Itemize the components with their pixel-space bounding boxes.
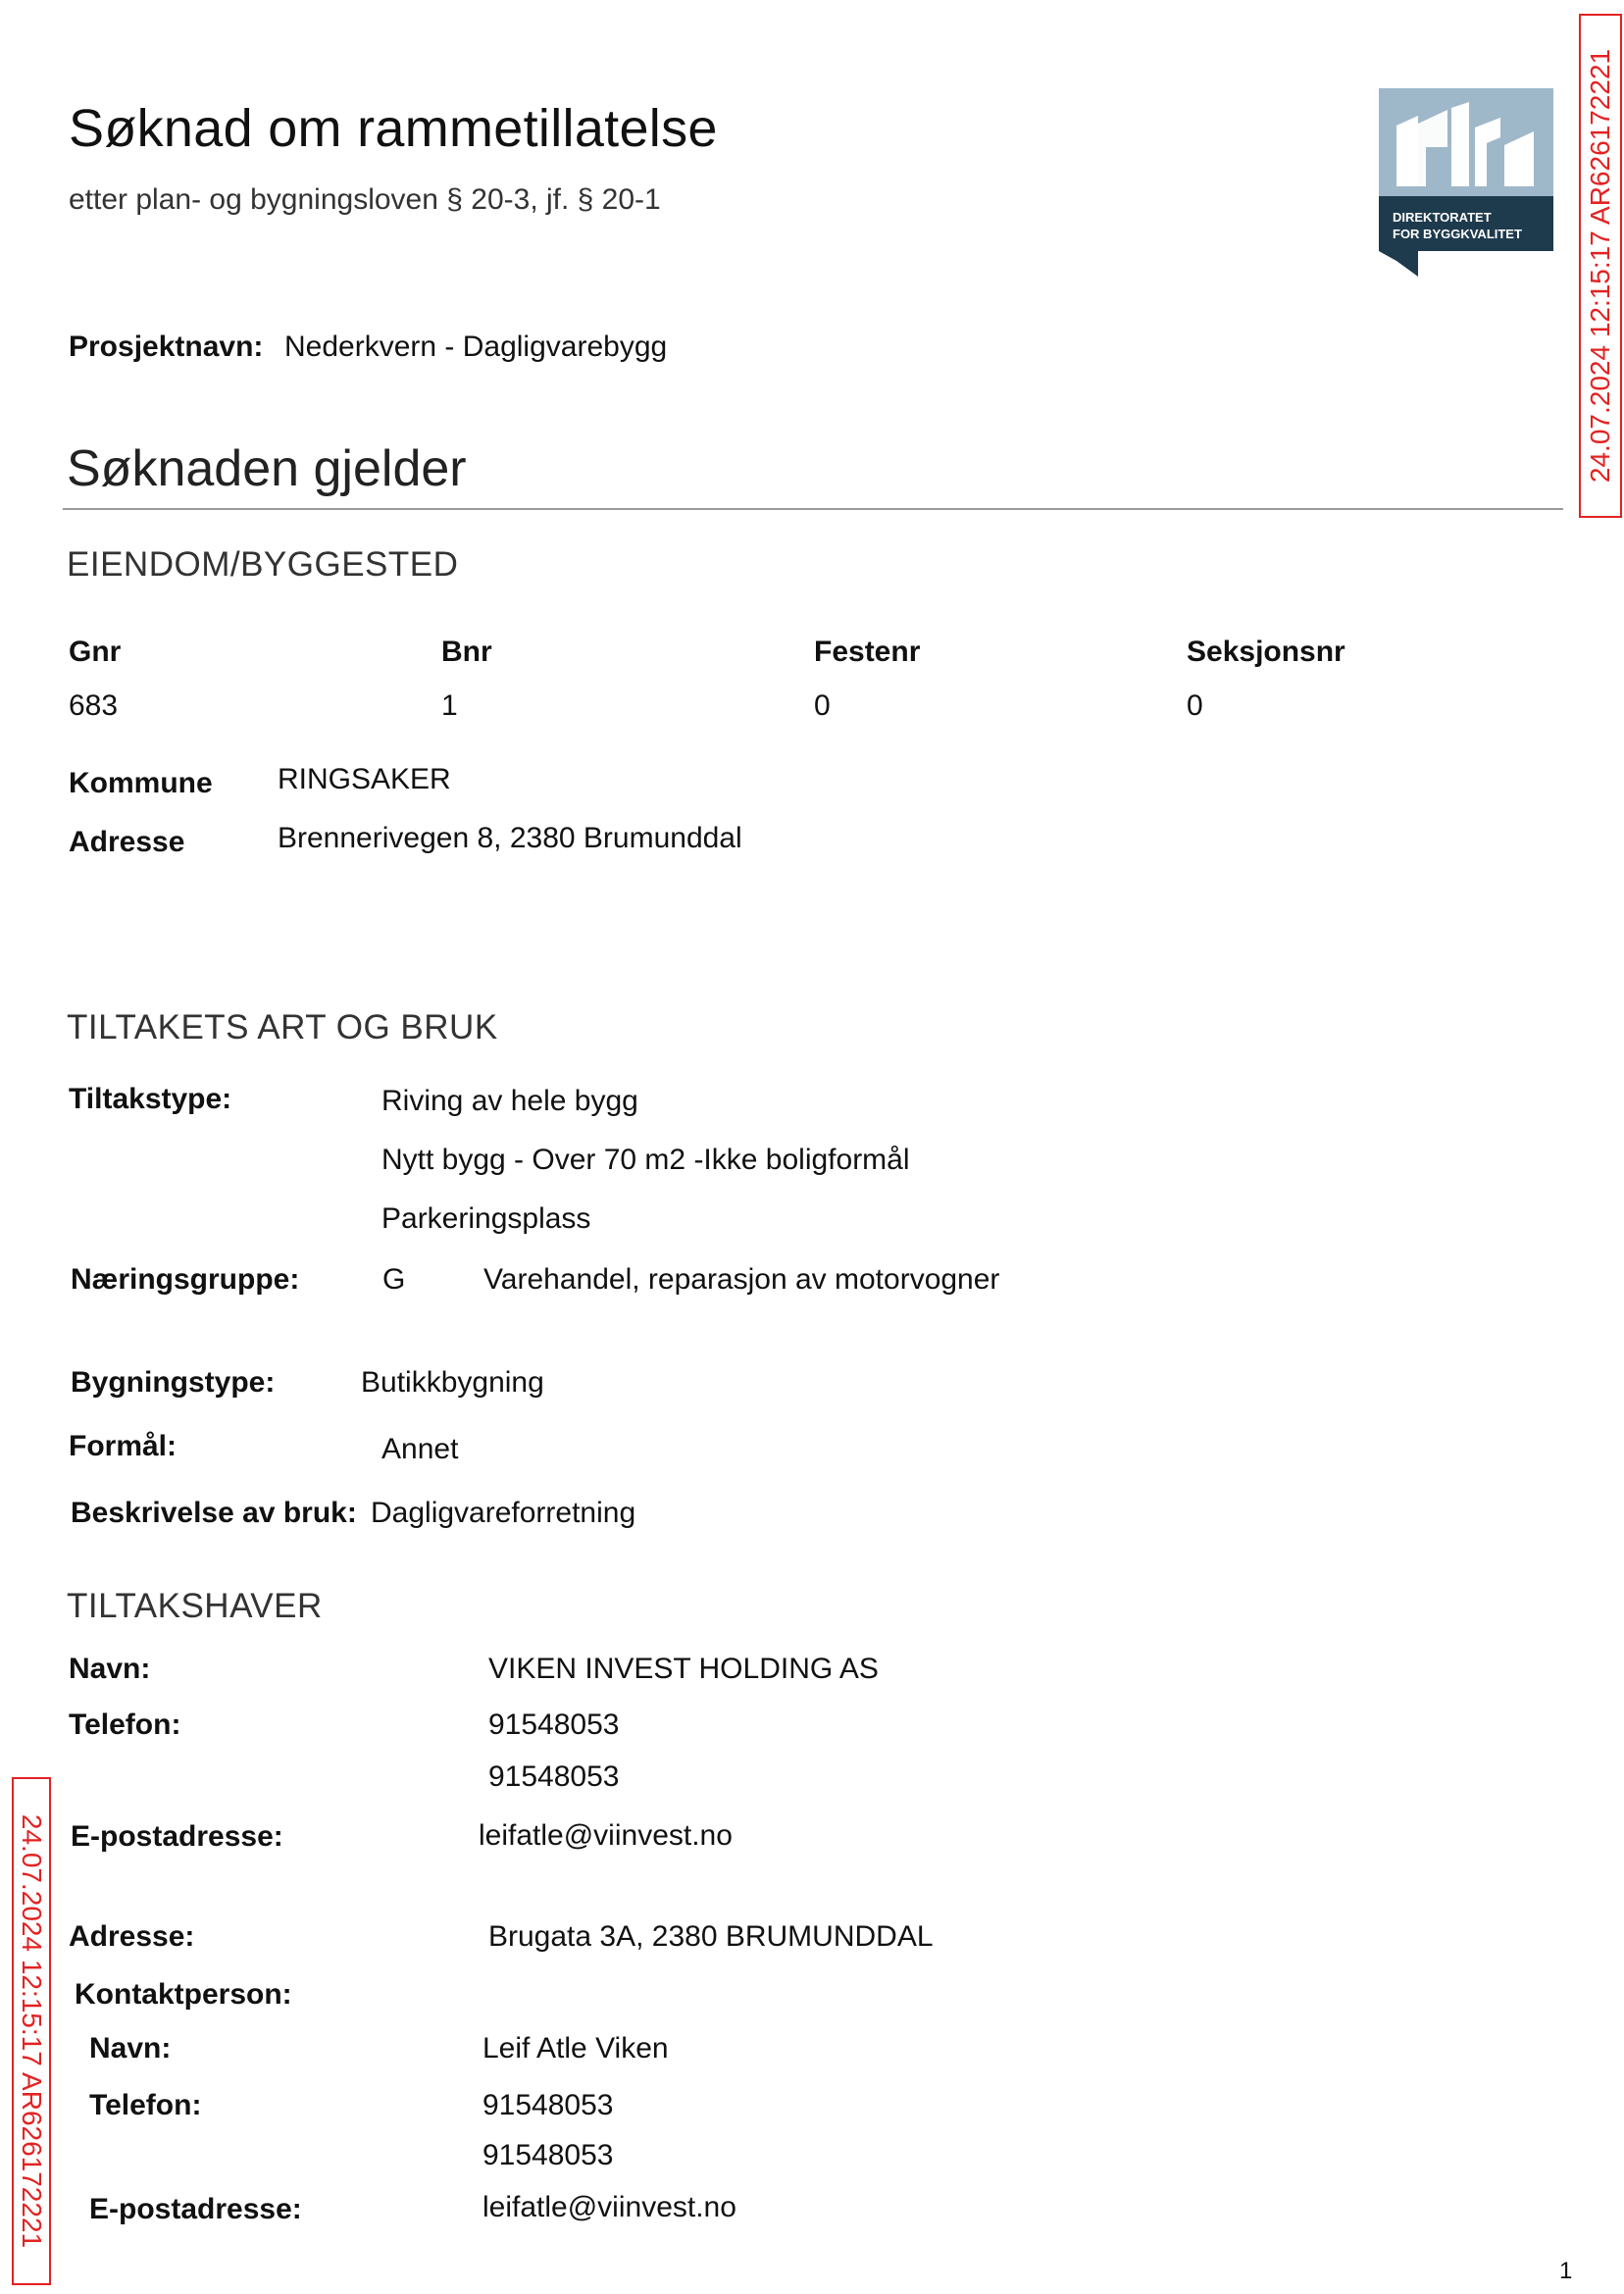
tiltakshaver-adresse-value: Brugata 3A, 2380 BRUMUNDDAL <box>488 1920 934 1953</box>
building-logo-icon <box>1379 88 1553 277</box>
kontakt-navn-value: Leif Atle Viken <box>482 2032 669 2065</box>
kommune-value: RINGSAKER <box>278 763 451 795</box>
kontakt-epost-value: leifatle@viinvest.no <box>482 2191 736 2223</box>
eiendom-heading: EIENDOM/BYGGESTED <box>67 545 459 584</box>
festenr-value: 0 <box>814 689 831 722</box>
tiltakshaver-navn-label: Navn: <box>69 1653 151 1685</box>
adresse-value: Brennerivegen 8, 2380 Brumunddal <box>278 822 742 854</box>
tiltakstype-value: Riving av hele bygg <box>381 1085 638 1117</box>
kontakt-telefon-label: Telefon: <box>89 2089 202 2121</box>
festenr-label: Festenr <box>814 636 921 668</box>
tiltakshaver-epost-label: E-postadresse: <box>71 1820 283 1853</box>
kontaktperson-label: Kontaktperson: <box>75 1978 292 2011</box>
logo-line2: FOR BYGGKVALITET <box>1393 227 1522 241</box>
project-name-value: Nederkvern - Dagligvarebygg <box>284 331 668 363</box>
receipt-stamp-top <box>1579 14 1622 518</box>
document-subtitle: etter plan- og bygningsloven § 20-3, jf. § 20-1 <box>69 183 661 216</box>
tiltakstype-value: Nytt bygg - Over 70 m2 -Ikke boligformål <box>381 1144 910 1176</box>
bygningstype-value: Butikkbygning <box>361 1366 544 1399</box>
formal-label: Formål: <box>69 1430 178 1462</box>
kontakt-navn-label: Navn: <box>89 2032 172 2065</box>
kontakt-telefon-value: 91548053 <box>482 2089 614 2121</box>
tiltakshaver-telefon-value: 91548053 <box>488 1708 620 1741</box>
tiltakstype-value: Parkeringsplass <box>381 1202 591 1235</box>
dibk-logo <box>1379 88 1553 281</box>
document-title: Søknad om rammetillatelse <box>69 99 718 158</box>
naeringsgruppe-value: Varehandel, reparasjon av motorvogner <box>483 1263 1000 1296</box>
bnr-value: 1 <box>441 689 458 722</box>
tiltak-heading: TILTAKETS ART OG BRUK <box>67 1008 498 1046</box>
tiltakshaver-adresse-label: Adresse: <box>69 1920 195 1953</box>
stamp-text: 24.07.2024 12:15:17 AR626172221 <box>17 1813 47 2249</box>
naeringsgruppe-code: G <box>382 1263 406 1296</box>
project-name-label: Prosjektnavn: <box>69 331 264 363</box>
formal-value: Annet <box>381 1433 459 1465</box>
seksjonsnr-value: 0 <box>1187 689 1203 722</box>
naeringsgruppe-label: Næringsgruppe: <box>71 1263 300 1296</box>
tiltakstype-label: Tiltakstype: <box>69 1083 232 1115</box>
gnr-label: Gnr <box>69 636 122 668</box>
section-divider <box>63 508 1563 510</box>
beskrivelse-value: Dagligvareforretning <box>371 1497 636 1529</box>
stamp-text: 24.07.2024 12:15:17 AR626172221 <box>1585 48 1615 484</box>
tiltakshaver-navn-value: VIKEN INVEST HOLDING AS <box>488 1653 879 1685</box>
kommune-label: Kommune <box>69 767 213 799</box>
bnr-label: Bnr <box>441 636 492 668</box>
logo-line1: DIREKTORATET <box>1393 210 1492 225</box>
page-number: 1 <box>1559 2258 1573 2284</box>
receipt-stamp-left <box>12 1777 51 2285</box>
tiltakshaver-heading: TILTAKSHAVER <box>67 1587 323 1625</box>
kontakt-telefon-value: 91548053 <box>482 2139 614 2171</box>
bygningstype-label: Bygningstype: <box>71 1366 276 1399</box>
tiltakshaver-telefon-value: 91548053 <box>488 1760 620 1793</box>
kontakt-epost-label: E-postadresse: <box>89 2193 302 2225</box>
adresse-label: Adresse <box>69 826 185 858</box>
section-title: Søknaden gjelder <box>67 440 467 497</box>
tiltakshaver-telefon-label: Telefon: <box>69 1708 181 1741</box>
gnr-value: 683 <box>69 689 119 722</box>
tiltakshaver-epost-value: leifatle@viinvest.no <box>479 1819 733 1852</box>
seksjonsnr-label: Seksjonsnr <box>1187 636 1345 668</box>
beskrivelse-label: Beskrivelse av bruk: <box>71 1497 357 1529</box>
